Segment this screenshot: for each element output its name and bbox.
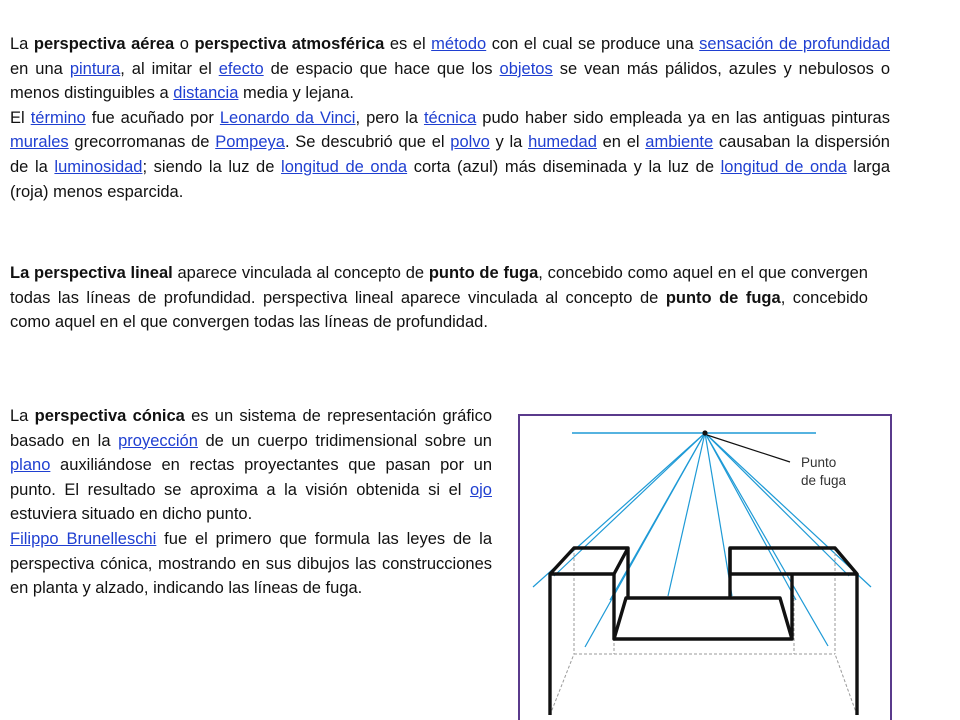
link-pintura[interactable]: pintura [69, 59, 121, 78]
link-longitud-de-onda-2[interactable]: longitud de onda [720, 157, 847, 176]
text: La [10, 35, 34, 53]
link-luminosidad[interactable]: luminosidad [54, 157, 143, 176]
conic-perspective-section [10, 404, 492, 601]
link-humedad[interactable]: humedad [528, 133, 597, 152]
text: y la [489, 133, 529, 152]
link-objetos[interactable]: objetos [499, 59, 553, 78]
text: o [174, 35, 195, 53]
text: causaban la dispersión de la [10, 133, 890, 176]
link-proyeccion[interactable]: proyección [118, 431, 198, 450]
text: , al imitar el [120, 59, 219, 78]
text: El [10, 108, 31, 127]
text: , pero la [355, 108, 424, 127]
link-distancia[interactable]: distancia [173, 84, 239, 103]
text: de un cuerpo tridimensional sobre un [197, 431, 492, 450]
link-efecto[interactable]: efecto [218, 59, 264, 78]
term-perspectiva-lineal: La perspectiva lineal [10, 264, 173, 282]
vanishing-point-diagram [518, 414, 892, 720]
link-tecnica[interactable]: técnica [423, 108, 477, 127]
text: es el [384, 35, 432, 53]
term-punto-de-fuga: punto de fuga [665, 288, 781, 307]
link-sensacion-de-profundidad[interactable]: sensación de profundidad [699, 35, 891, 53]
text: auxiliándose en rectas proyectantes que pasan por un punto. El resultado se aproxima a la visión obtenida si el [10, 456, 492, 499]
link-ojo[interactable]: ojo [469, 480, 492, 499]
link-longitud-de-onda-1[interactable]: longitud de onda [281, 157, 408, 176]
term-perspectiva-conica: perspectiva cónica [34, 407, 185, 425]
text: aparece vinculada al concepto de [172, 264, 429, 282]
link-termino[interactable]: término [30, 108, 86, 127]
text: ; siendo la luz de [142, 157, 282, 176]
text: media y lejana. [238, 84, 354, 103]
text: de espacio que hace que los [263, 59, 500, 78]
link-ambiente[interactable]: ambiente [645, 133, 714, 152]
link-murales[interactable]: murales [10, 133, 69, 152]
text: con el cual se produce una [486, 35, 700, 53]
term-origin-paragraph [10, 106, 890, 204]
aerial-perspective-paragraph [10, 32, 890, 106]
term-perspectiva-aerea: perspectiva aérea [33, 35, 175, 53]
text: se vean más pálidos, azules y nebulosos o menos distinguibles a [10, 59, 891, 103]
link-metodo[interactable]: método [431, 35, 487, 53]
text: en el [596, 133, 646, 152]
conic-perspective-paragraph [10, 404, 492, 527]
label-de-fuga: de fuga [801, 473, 847, 488]
text: corta (azul) más diseminada y la luz de [407, 157, 721, 176]
link-filippo-brunelleschi[interactable]: Filippo Brunelleschi [10, 529, 157, 548]
text: pudo haber sido empleada ya en las antiguas pinturas [476, 108, 890, 127]
linear-perspective-paragraph [10, 261, 868, 335]
text: grecorromanas de [68, 133, 216, 152]
linear-perspective-section [10, 261, 868, 335]
link-pompeya[interactable]: Pompeya [215, 133, 285, 152]
term-perspectiva-atmosferica: perspectiva atmosférica [194, 35, 385, 53]
text: estuviera situado en dicho punto. [10, 505, 253, 524]
text: La [10, 407, 35, 425]
text: fue el primero que formula las leyes de la perspectiva cónica, mostrando en sus dibujos las construcciones en planta y alzado, indicando las líneas de fuga. [10, 529, 492, 598]
link-polvo[interactable]: polvo [450, 133, 490, 152]
link-plano[interactable]: plano [10, 456, 51, 475]
text: en una [10, 59, 70, 78]
text: , concebido como aquel en el que convergen todas las líneas de profundidad. [10, 288, 868, 332]
link-leonardo-da-vinci[interactable]: Leonardo da Vinci [219, 108, 356, 127]
text: , concebido como aquel en el que convergen todas las líneas de profundidad. perspectiva lineal aparece vinculada al concepto de [10, 264, 868, 307]
text: fue acuñado por [85, 108, 220, 127]
text: . Se descubrió que el [284, 133, 451, 152]
text: larga (roja) menos esparcida. [10, 157, 891, 201]
aerial-perspective-section [10, 32, 890, 204]
label-punto: Punto [801, 455, 837, 470]
term-punto-de-fuga: punto de fuga [428, 264, 539, 282]
brunelleschi-paragraph [10, 527, 492, 601]
text: es un sistema de representación gráfico basado en la [10, 407, 493, 450]
vanishing-point [702, 430, 707, 435]
